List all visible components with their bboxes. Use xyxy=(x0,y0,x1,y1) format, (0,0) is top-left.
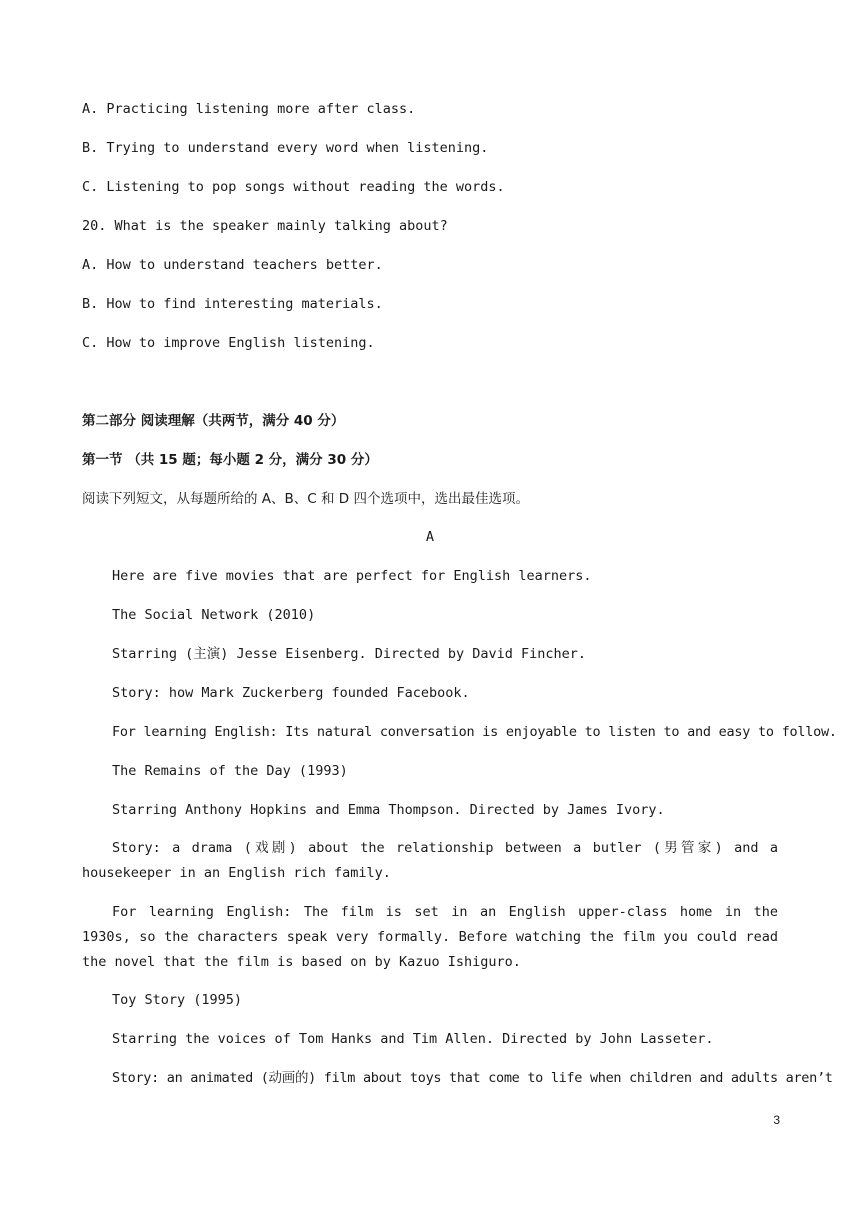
q20-option-a: A. How to understand teachers better. xyxy=(82,257,383,273)
q20-stem: 20. What is the speaker mainly talking about? xyxy=(82,218,448,234)
instruction: 阅读下列短文，从每题所给的 A、B、C 和 D 四个选项中，选出最佳选项。 xyxy=(82,491,529,507)
movie-title-2: The Remains of the Day (1993) xyxy=(112,763,348,779)
passage-label: A xyxy=(425,529,435,545)
movie-starring-2: Starring Anthony Hopkins and Emma Thompson. Directed by James Ivory. xyxy=(112,802,665,818)
movie-starring-3: Starring the voices of Tom Hanks and Tim Allen. Directed by John Lasseter. xyxy=(112,1031,714,1047)
movie-story-3: Story: an animated (动画的) film about toys that come to life when children and adults aren’t xyxy=(112,1070,833,1086)
movie-story-2: Story: a drama (戏剧) about the relationship between a butler (男管家) and a housekeeper in an English rich family. xyxy=(82,840,778,881)
q20-option-b: B. How to find interesting materials. xyxy=(82,296,383,312)
movie-learning-1: For learning English: Its natural conversation is enjoyable to listen to and easy to follow. xyxy=(112,724,837,740)
passage-intro: Here are five movies that are perfect for English learners. xyxy=(112,568,592,584)
part-title: 第二部分 阅读理解（共两节，满分 40 分） xyxy=(82,413,345,429)
movie-title-1: The Social Network (2010) xyxy=(112,607,316,623)
q19-option-c: C. Listening to pop songs without reading the words. xyxy=(82,179,505,195)
movie-title-3: Toy Story (1995) xyxy=(112,992,243,1008)
q19-option-a: A. Practicing listening more after class. xyxy=(82,101,416,117)
q20-option-c: C. How to improve English listening. xyxy=(82,335,375,351)
movie-starring-1: Starring (主演) Jesse Eisenberg. Directed by David Fincher. xyxy=(112,646,587,662)
movie-learning-2: For learning English: The film is set in an English upper-class home in the 1930s, so the characters speak very formally. Before watching the film you could read the novel that the film is based on by Kazuo Ishiguro. xyxy=(82,904,778,970)
subsection-title: 第一节 （共 15 题；每小题 2 分，满分 30 分） xyxy=(82,452,378,468)
q19-option-b: B. Trying to understand every word when listening. xyxy=(82,140,489,156)
movie-story-1: Story: how Mark Zuckerberg founded Facebook. xyxy=(112,685,470,701)
page-number: 3 xyxy=(773,1113,780,1127)
